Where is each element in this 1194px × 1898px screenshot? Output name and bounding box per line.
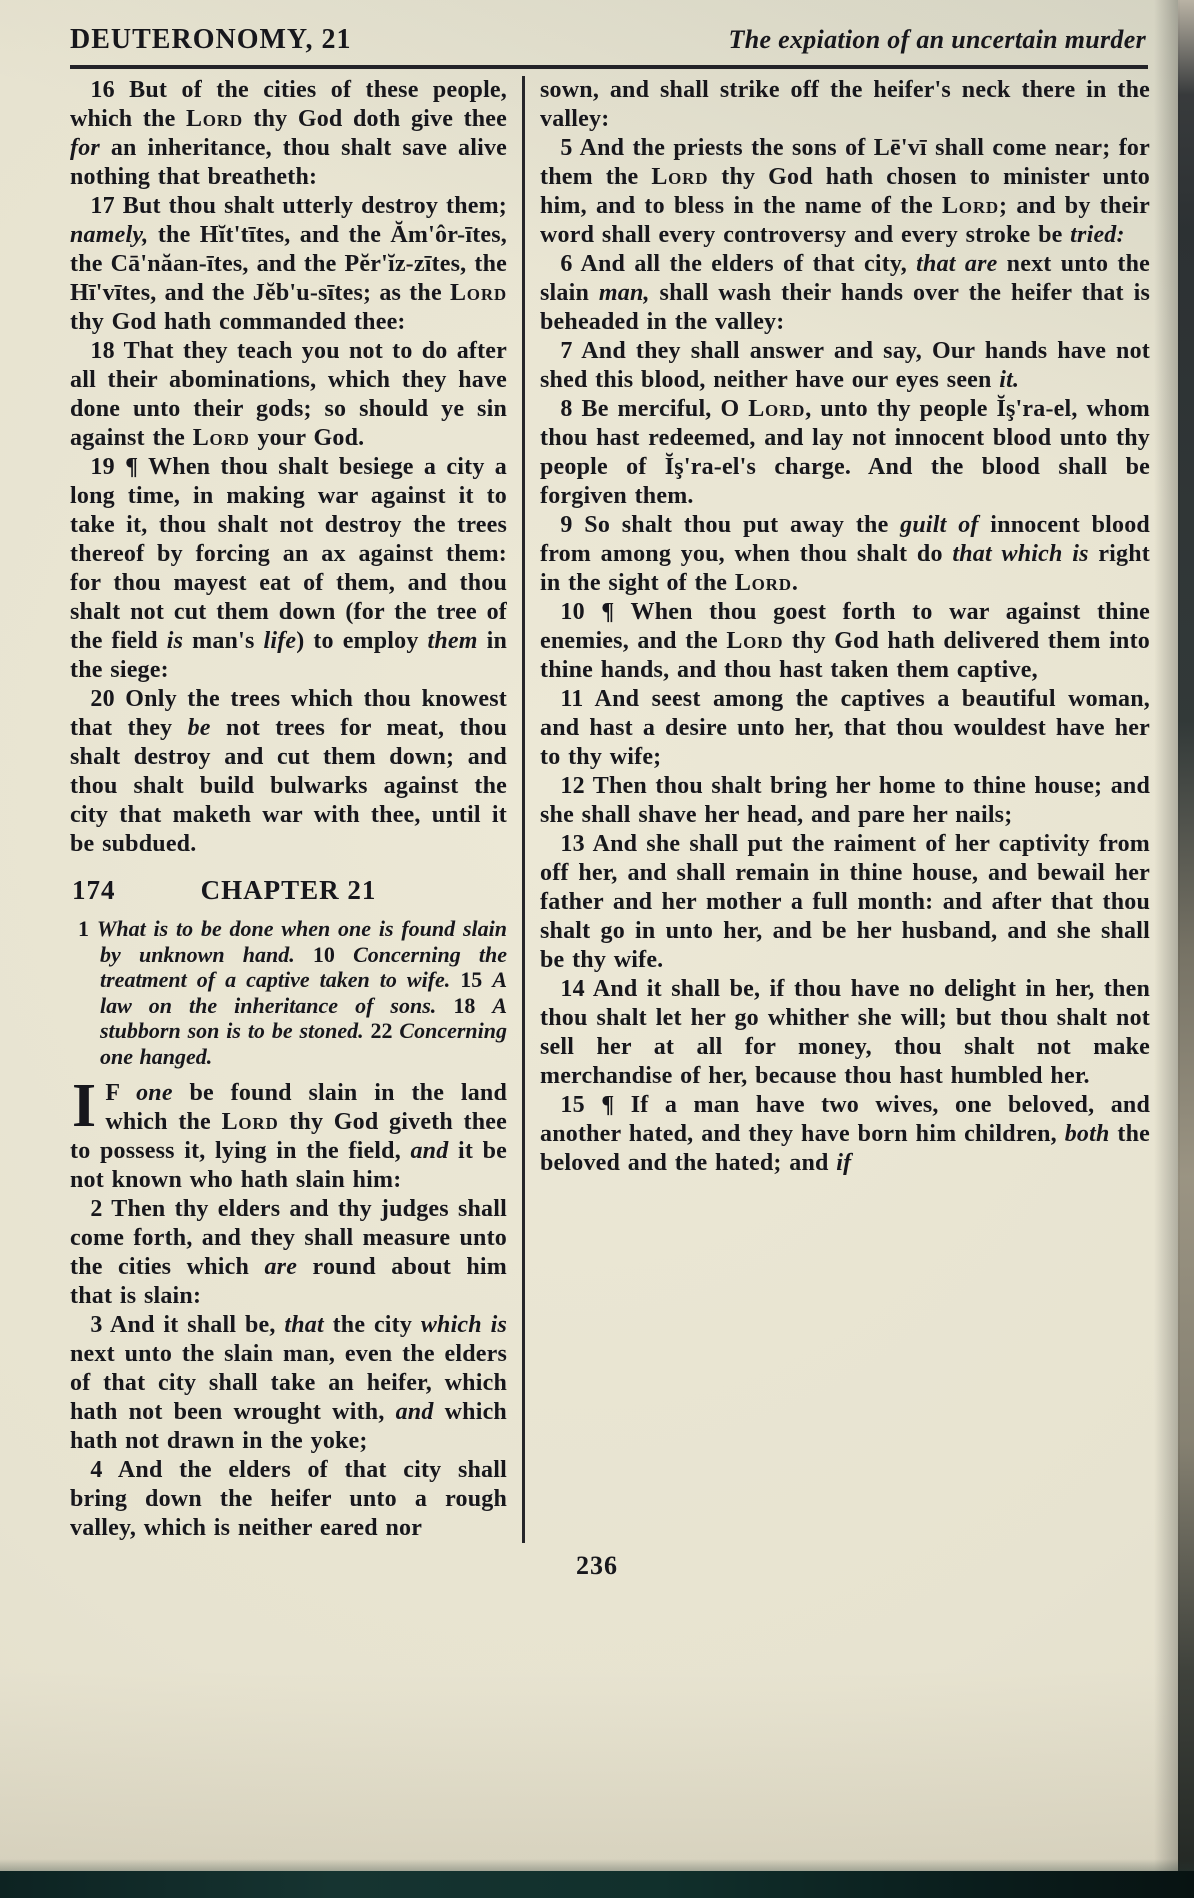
italic-text: tried: (1070, 222, 1125, 248)
body-text: your God. (249, 425, 365, 451)
verse-paragraph-dropcap (70, 1072, 507, 1195)
divine-name-smallcaps: Lord (734, 570, 792, 596)
body-text: 22 (370, 1018, 400, 1043)
page-edge-shadow-soft (1154, 0, 1180, 1898)
verse-paragraph (540, 395, 1150, 511)
body-text: 5 And the priests the sons of Lē'vī shall come near; for them the (540, 135, 1150, 190)
verse-paragraph (70, 453, 507, 685)
body-text: next unto the slain (540, 251, 1150, 306)
verse-paragraph (540, 1091, 1150, 1178)
body-text: 11 And seest among the captives a beautiful woman, and hast a desire unto her, that thou wouldest have her to thy wife; (540, 686, 1150, 770)
body-text: thy God hath commanded thee: (70, 309, 406, 335)
body-text: right in the sight of the (540, 541, 1150, 596)
body-text: 10 ¶ When thou goest forth to war against thine enemies, and the (540, 599, 1150, 654)
left-column (70, 76, 522, 1543)
divine-name-smallcaps: Lord (748, 396, 806, 422)
italic-text: them (427, 628, 478, 654)
italic-text: one (136, 1080, 173, 1106)
verse-paragraph (70, 192, 507, 337)
verse-paragraph (540, 511, 1150, 598)
verse-paragraph (70, 337, 507, 453)
body-text: 4 And the elders of that city shall bring down the heifer unto a rough valley, which is neither eared nor (70, 1457, 507, 1541)
divine-name-smallcaps: Lord (221, 1109, 279, 1135)
italic-text: that which is (952, 541, 1089, 567)
verse-paragraph (540, 337, 1150, 395)
text-columns (0, 69, 1194, 1543)
italic-text: Concerning the treatment of a captive taken to wife. (100, 941, 507, 992)
body-text: next unto the slain man, even the elders of that city shall take an heifer, which hath not been wrought with, (70, 1341, 507, 1425)
body-text: the Hĭt'tītes, and the Ăm'ôr-ītes, the Cā'năan-ītes, and the Pĕr'ĭz-zītes, the Hī'vītes, and the Jĕb'u-sītes; as the (70, 222, 507, 306)
body-text: shall wash their hands over the heifer that is beheaded in the valley: (540, 280, 1150, 335)
verse-paragraph (540, 134, 1150, 250)
right-column (522, 76, 1150, 1543)
body-text: 12 Then thou shalt bring her home to thine house; and she shall shave her head, and pare her nails; (540, 773, 1150, 828)
verse-paragraph (70, 685, 507, 859)
chapter-summary (70, 916, 507, 1069)
italic-text: which is (420, 1312, 507, 1338)
chapter-heading (70, 875, 507, 906)
divine-name-smallcaps: Lord (941, 193, 999, 219)
italic-text: be (187, 715, 211, 741)
body-text: man's (183, 628, 264, 654)
body-text: not trees for meat, thou shalt destroy and cut them down; and thou shalt build bulwarks against the city that maketh war with thee, until it be subdued. (70, 715, 507, 857)
body-text: 2 Then thy elders and thy judges shall come forth, and they shall measure unto the cities which (70, 1196, 507, 1280)
body-text: in the siege: (70, 628, 507, 683)
italic-text: Concerning one hanged. (100, 1018, 508, 1069)
verse-paragraph (70, 1311, 507, 1456)
body-text: round about him that is slain: (70, 1254, 507, 1309)
italic-text: guilt of (900, 512, 979, 538)
italic-text: are (264, 1254, 298, 1280)
book-chapter-heading: DEUTERONOMY, 21 (70, 24, 352, 55)
verse-paragraph (540, 772, 1150, 830)
verse-paragraph (70, 1456, 507, 1543)
body-text: 3 And it shall be, (90, 1312, 285, 1338)
drop-cap: I (72, 1072, 97, 1140)
divine-name-smallcaps: Lord (192, 425, 250, 451)
page-edge-shadow (1178, 0, 1194, 1898)
body-text: , unto thy people Ĭş'ra-el, whom thou hast redeemed, and lay not innocent blood unto thy people of Ĭş'ra-el's charge. And the blood shall be forgiven them. (540, 396, 1150, 509)
italic-text: man, (598, 280, 650, 306)
body-text: which hath not drawn in the yoke; (70, 1399, 507, 1454)
body-text: it be not known who hath slain him: (70, 1138, 507, 1193)
chapter-title: CHAPTER 21 (200, 875, 377, 905)
body-text: ) to employ (296, 628, 428, 654)
body-text: 18 (453, 992, 493, 1018)
verse-paragraph (70, 76, 507, 192)
body-text: thy God doth give thee (242, 106, 508, 132)
italic-text: and (395, 1399, 434, 1425)
body-text: innocent blood from among you, when thou shalt do (540, 512, 1150, 567)
body-text: 7 And they shall answer and say, Our hands have not shed this blood, neither have our eyes seen (540, 338, 1150, 393)
italic-text: namely, (70, 222, 149, 248)
divine-name-smallcaps: Lord (726, 628, 784, 654)
divine-name-smallcaps: Lord (185, 106, 243, 132)
running-head (0, 0, 1194, 56)
verse-paragraph (540, 975, 1150, 1091)
italic-text: for (70, 135, 100, 161)
italic-text: life (263, 628, 297, 654)
body-text: thy God giveth thee to possess it, lying in the field, (70, 1109, 507, 1164)
body-text: be found slain in the land which the (105, 1080, 507, 1135)
italic-text: A stubborn son is to be stoned. (100, 992, 508, 1043)
italic-text: is (166, 628, 184, 654)
body-text: 16 But of the cities of these people, which the (70, 77, 507, 132)
italic-text: that are (916, 251, 998, 277)
verse-paragraph (540, 250, 1150, 337)
body-text: 13 And she shall put the raiment of her captivity from off her, and shall remain in thine house, and bewail her father and her mother a full month: and after that thou shalt go in unto her, and be her husband, and she shall be thy wife. (540, 831, 1150, 973)
body-text: . (791, 570, 799, 596)
divine-name-smallcaps: Lord (450, 280, 507, 306)
italic-text: it. (999, 367, 1020, 393)
body-text: 20 Only the trees which thou knowest that they (70, 686, 507, 741)
body-text: 19 ¶ When thou shalt besiege a city a long time, in making war against it to take it, thou shalt not destroy the trees thereof by forcing an ax against them: for thou mayest eat of them, and thou shalt not cut them down (for the tree of the field (70, 454, 507, 654)
page-subject-heading: The expiation of an uncertain murder (728, 25, 1146, 54)
body-text: thy God hath delivered them into thine hands, and thou hast taken them captive, (540, 628, 1150, 683)
verse-paragraph (540, 830, 1150, 975)
body-text: the city (323, 1312, 421, 1338)
body-text: F (105, 1080, 137, 1106)
italic-text: if (836, 1150, 852, 1176)
body-text: 10 (312, 941, 354, 967)
italic-text: that (284, 1312, 324, 1338)
body-text: 9 So shalt thou put away the (560, 512, 901, 538)
body-text: ; and by their word shall every controversy and every stroke be (540, 193, 1150, 248)
italic-text: What is to be done when one is found slain by unknown hand. (96, 916, 507, 967)
body-text: 6 And all the elders of that city, (560, 251, 917, 277)
verse-paragraph (540, 598, 1150, 685)
body-text: sown, and shall strike off the heifer's neck there in the valley: (540, 77, 1150, 132)
body-text: 8 Be merciful, O (560, 396, 749, 422)
scan-bottom-band (0, 1871, 1194, 1898)
section-number: 174 (72, 875, 116, 905)
body-text: 18 That they teach you not to do after all their abominations, which they have done unto their gods; so should ye sin against the (70, 338, 507, 451)
body-text: an inheritance, thou shalt save alive nothing that breatheth: (70, 135, 507, 190)
divine-name-smallcaps: Lord (651, 164, 709, 190)
body-text: 15 ¶ If a man have two wives, one beloved, and another hated, and they have born him children, (540, 1092, 1150, 1147)
body-text: the beloved and the hated; and (540, 1121, 1150, 1176)
verse-paragraph (540, 685, 1150, 772)
verse-paragraph (70, 1195, 507, 1311)
page-number: 236 (576, 1551, 618, 1580)
body-text: 17 But thou shalt utterly destroy them; (90, 193, 507, 219)
italic-text: and (410, 1138, 449, 1164)
italic-text: A law on the inheritance of sons. (100, 967, 507, 1018)
body-text: 1 (78, 916, 97, 941)
body-text: thy God hath chosen to minister unto him, and to bless in the name of the (540, 164, 1151, 219)
body-text: 15 (460, 967, 493, 992)
verse-paragraph (540, 76, 1150, 134)
body-text: 14 And it shall be, if thou have no delight in her, then thou shalt let her go whither she will; but thou shalt not sell her at all for money, thou shalt not make merchandise of her, because thou hast humbled her. (540, 976, 1150, 1089)
italic-text: both (1064, 1121, 1110, 1147)
